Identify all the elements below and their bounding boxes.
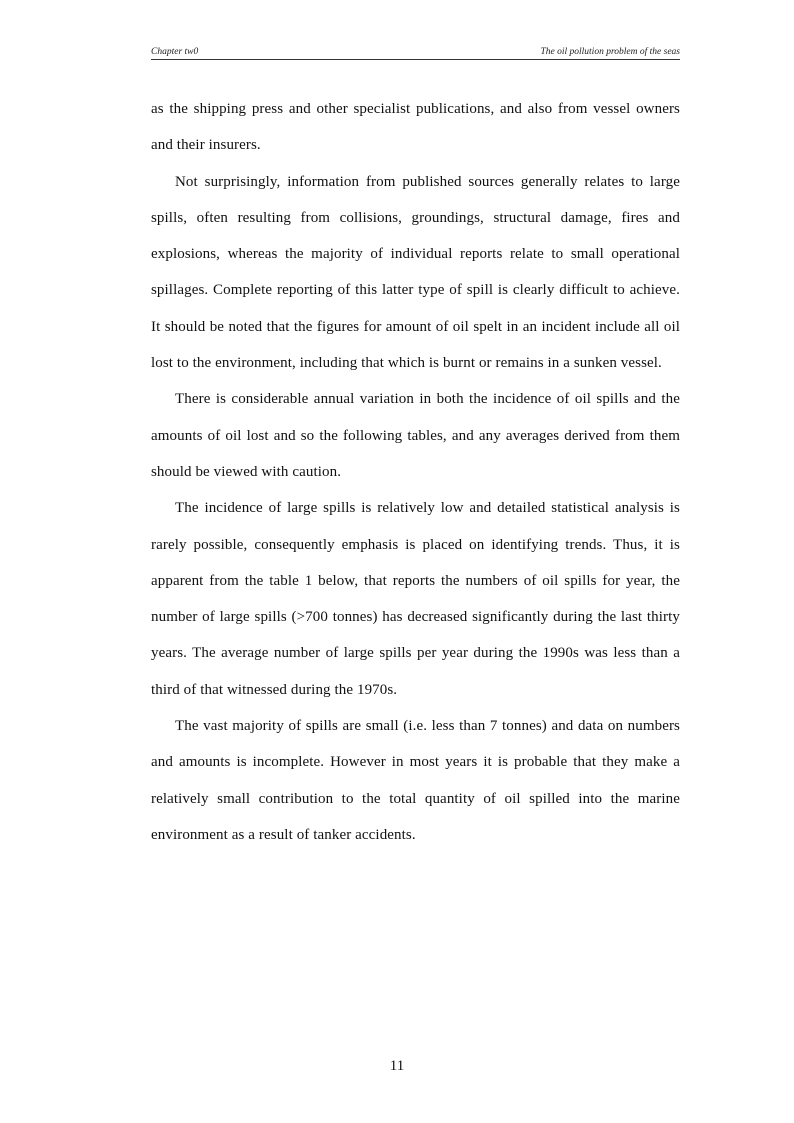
page-number: 11 — [389, 1058, 405, 1074]
body-text — [151, 91, 680, 853]
running-header — [151, 47, 680, 60]
chapter-label: Chapter tw0 — [151, 47, 199, 57]
paragraph-continuation: as the shipping press and other specialist publications, and also from vessel owners and their insurers. — [151, 101, 680, 154]
paragraph: The incidence of large spills is relatively low and detailed statistical analysis is rarely possible, consequently emphasis is placed on identifying trends. Thus, it is apparent from the table 1 below, that reports the numbers of oil spills for year, the number of large spills (>700 tonnes) has decreased significantly during the last thirty years. The average number of large spills per year during the 1990s was less than a third of that witnessed during the 1970s. — [151, 500, 680, 698]
paragraph: The vast majority of spills are small (i.e. less than 7 tonnes) and data on numbers and amounts is incomplete. However in most years it is probable that they make a relatively small contribution to the total quantity of oil spilled into the marine environment as a result of tanker accidents. — [151, 718, 680, 843]
paragraph: Not surprisingly, information from published sources generally relates to large spills, often resulting from collisions, groundings, structural damage, fires and explosions, whereas the majority of individual reports relate to small operational spillages. Complete reporting of this latter type of spill is clearly difficult to achieve. It should be noted that the figures for amount of oil spelt in an incident include all oil lost to the environment, including that which is burnt or remains in a sunken vessel. — [151, 173, 680, 372]
chapter-title: The oil pollution problem of the seas — [540, 47, 680, 57]
paragraph: There is considerable annual variation in both the incidence of oil spills and the amounts of oil lost and so the following tables, and any averages derived from them should be viewed with caution. — [151, 391, 680, 480]
